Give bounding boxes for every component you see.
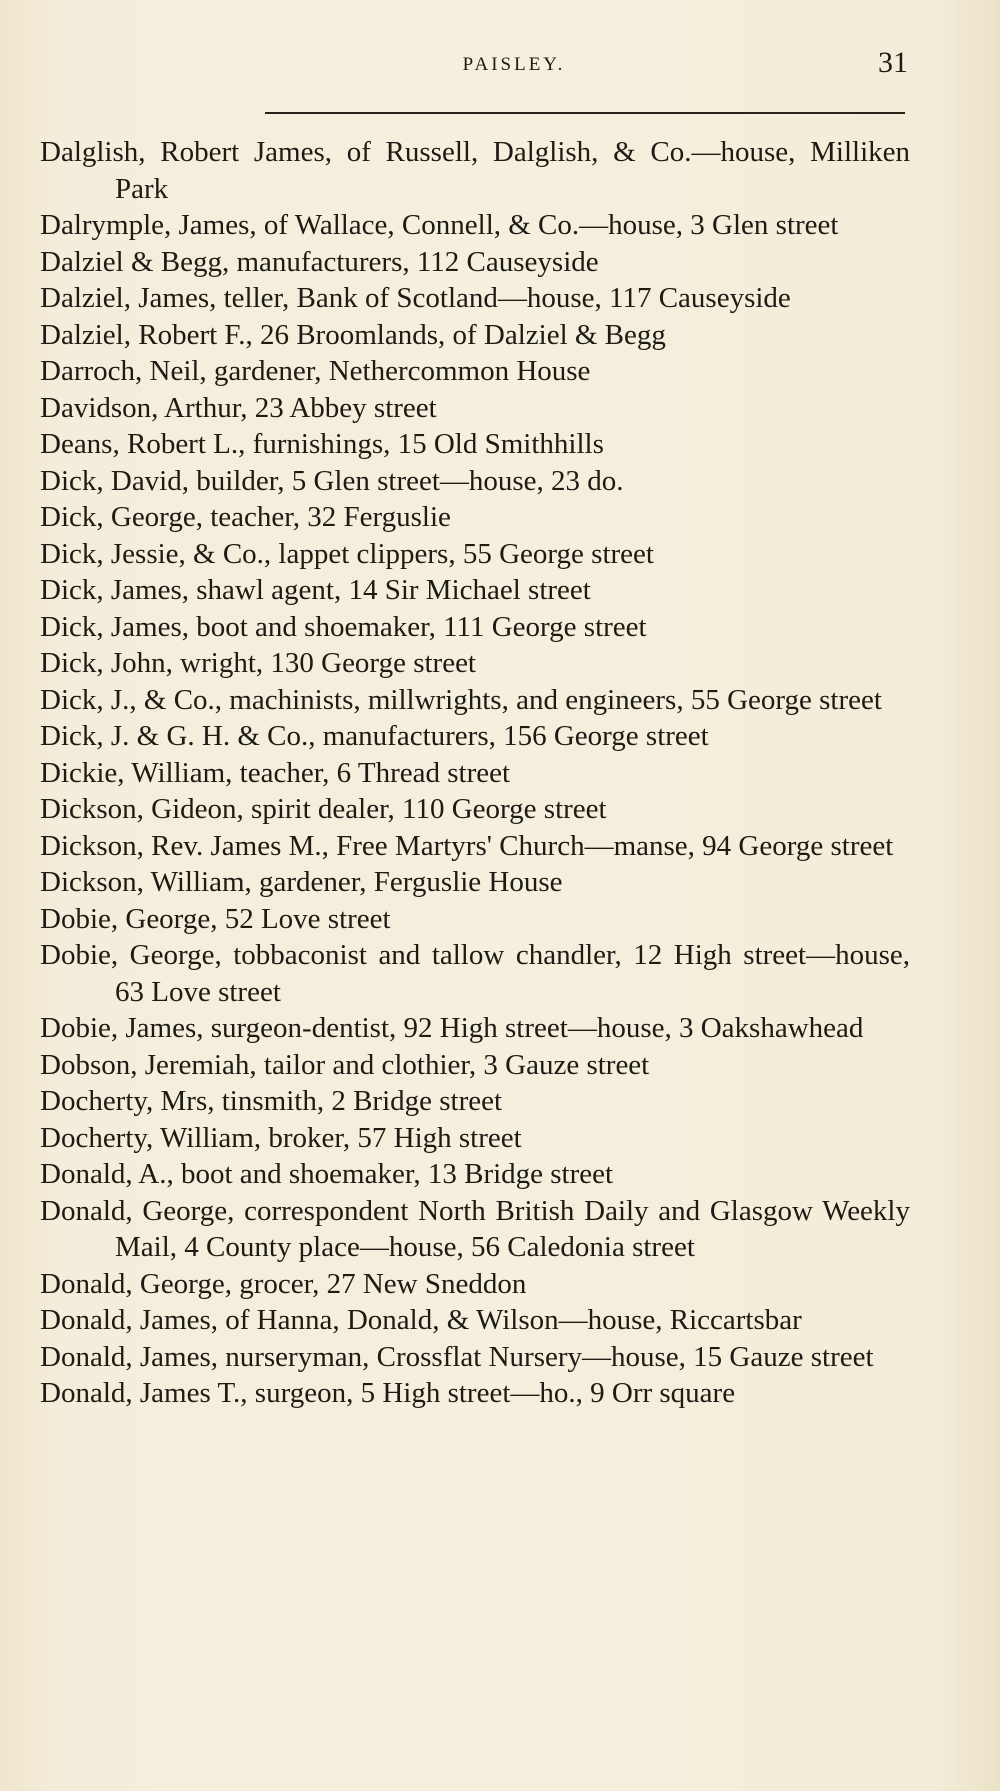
directory-entry: Donald, A., boot and shoemaker, 13 Bridge street — [40, 1158, 614, 1190]
directory-entry: Dick, James, boot and shoemaker, 111 George street — [40, 610, 647, 643]
directory-entry: Dick, Jessie, & Co., lappet clippers, 55 George street — [40, 537, 654, 570]
page-number: 31 — [878, 46, 908, 79]
directory-entry: Dobie, James, surgeon-dentist, 92 High street—house, 3 Oakshawhead — [40, 1012, 864, 1044]
directory-entries — [40, 134, 910, 1412]
directory-entry: Dobson, Jeremiah, tailor and clothier, 3 Gauze street — [40, 1048, 650, 1081]
directory-entry: Dickie, William, teacher, 6 Thread street — [40, 756, 511, 789]
directory-entry: Dick, David, builder, 5 Glen street—house, 23 do. — [40, 464, 624, 497]
directory-entry: Dobie, George, 52 Love street — [40, 902, 391, 935]
directory-entry: Dobie, George, tobbaconist and tallow chandler, 12 High street—house, 63 Love street — [40, 939, 910, 1008]
directory-entry: Dickson, William, gardener, Ferguslie House — [40, 866, 563, 898]
directory-entry: Docherty, William, broker, 57 High street — [40, 1121, 522, 1154]
directory-entry: Donald, James T., surgeon, 5 High street—ho., 9 Orr square — [40, 1377, 736, 1409]
directory-entry: Donald, James, of Hanna, Donald, & Wilson—house, Riccartsbar — [40, 1304, 802, 1336]
directory-entry: Docherty, Mrs, tinsmith, 2 Bridge street — [40, 1085, 503, 1117]
header-rule — [265, 112, 905, 114]
directory-entry: Donald, James, nurseryman, Crossflat Nursery—house, 15 Gauze street — [40, 1340, 874, 1373]
directory-entry: Davidson, Arthur, 23 Abbey street — [40, 391, 437, 424]
page-header — [0, 46, 1000, 86]
directory-entry: Dick, James, shawl agent, 14 Sir Michael street — [40, 574, 591, 606]
directory-entry: Dalrymple, James, of Wallace, Connell, & Co.—house, 3 Glen street — [40, 209, 839, 241]
directory-entry: Donald, George, grocer, 27 New Sneddon — [40, 1267, 527, 1300]
directory-entry: Darroch, Neil, gardener, Nethercommon House — [40, 355, 591, 387]
directory-entry: Dalziel, James, teller, Bank of Scotland—house, 117 Causeyside — [40, 282, 791, 314]
directory-entry: Dickson, Gideon, spirit dealer, 110 George street — [40, 793, 607, 825]
directory-entry: Dalglish, Robert James, of Russell, Dalglish, & Co.—house, Milliken Park — [40, 136, 910, 205]
running-title: PAISLEY. — [462, 54, 566, 75]
directory-entry: Deans, Robert L., furnishings, 15 Old Smithhills — [40, 428, 604, 460]
directory-entry: Dick, J., & Co., machinists, millwrights, and engineers, 55 George street — [40, 683, 882, 716]
directory-entry: Dick, George, teacher, 32 Ferguslie — [40, 501, 451, 533]
directory-entry: Dalziel & Begg, manufacturers, 112 Causeyside — [40, 245, 599, 278]
directory-entry: Dickson, Rev. James M., Free Martyrs' Church—manse, 94 George street — [40, 829, 894, 862]
directory-entry: Dick, John, wright, 130 George street — [40, 647, 476, 679]
directory-entry: Dick, J. & G. H. & Co., manufacturers, 156 George street — [40, 720, 709, 752]
directory-entry: Dalziel, Robert F., 26 Broomlands, of Dalziel & Begg — [40, 318, 666, 351]
directory-entry: Donald, George, correspondent North British Daily and Glasgow Weekly Mail, 4 County place—house, 56 Caledonia street — [40, 1194, 910, 1263]
